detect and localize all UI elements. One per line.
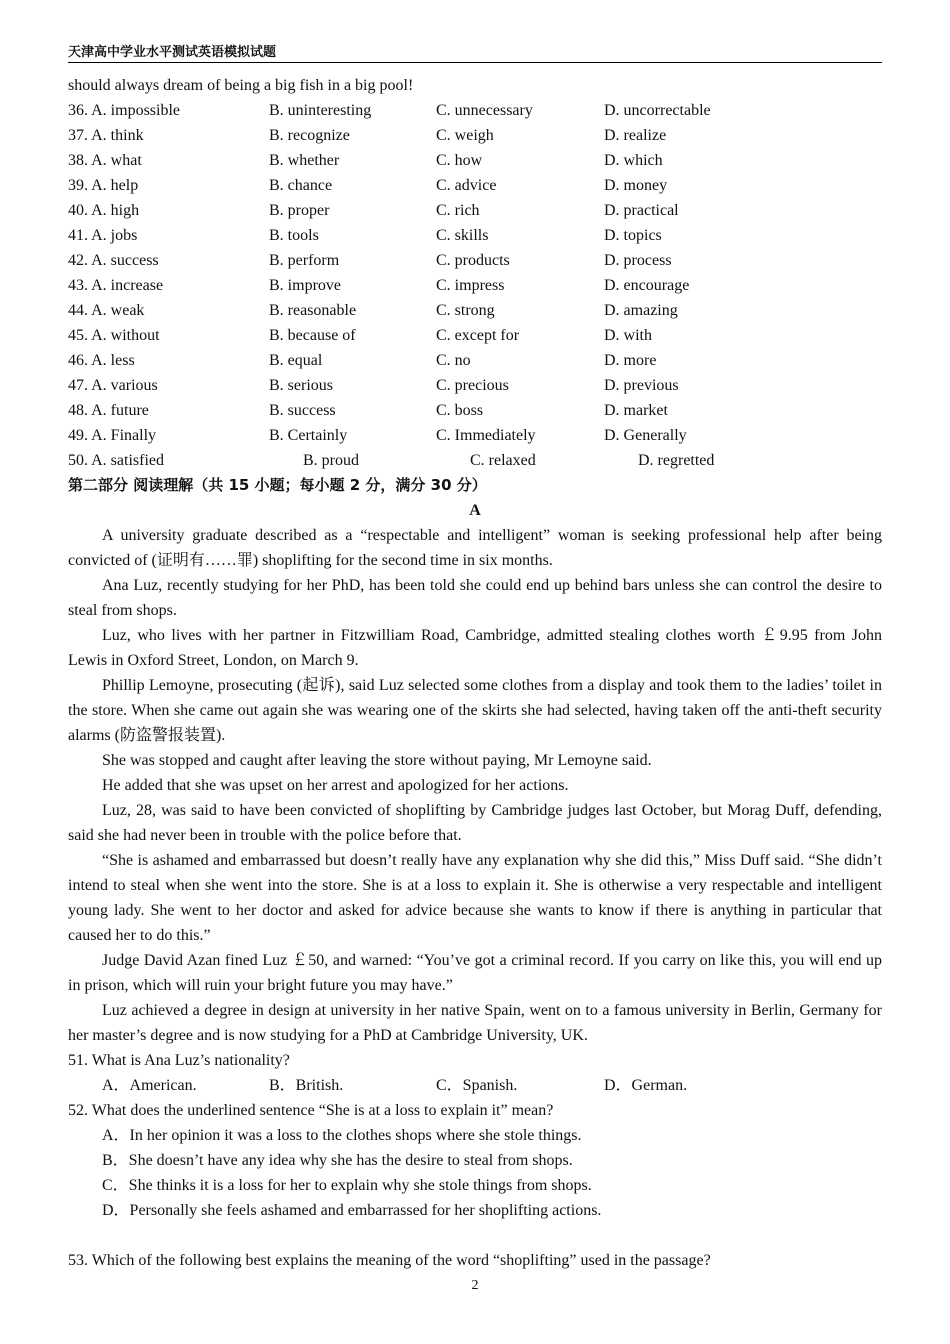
option-c: C. weigh xyxy=(436,127,494,144)
option-c: C．Spanish. xyxy=(436,1077,518,1094)
option-d: D．German. xyxy=(604,1077,688,1094)
option-a: 47. A. various xyxy=(68,377,158,394)
option-c: C．She thinks it is a loss for her to explain why she stole things from shops. xyxy=(102,1177,592,1194)
option-d: D. market xyxy=(604,402,668,419)
option-a: 44. A. weak xyxy=(68,302,145,319)
option-d: D. money xyxy=(604,177,668,194)
option-b: B. recognize xyxy=(269,127,350,144)
paragraph: He added that she was upset on her arrest and apologized for her actions. xyxy=(102,777,569,794)
option-a: A．In her opinion it was a loss to the clothes shops where she stole things. xyxy=(102,1127,582,1144)
section-title: 第二部分 阅读理解（共 15 小题；每小题 2 分，满分 30 分） xyxy=(68,476,487,494)
option-a: 41. A. jobs xyxy=(68,227,138,244)
option-a: 48. A. future xyxy=(68,402,149,419)
option-c: C. impress xyxy=(436,277,505,294)
option-a: 50. A. satisfied xyxy=(68,452,164,469)
passage-body xyxy=(68,523,882,1048)
option-a: 39. A. help xyxy=(68,177,139,194)
option-b: B. reasonable xyxy=(269,302,357,319)
paragraph: “She is ashamed and embarrassed but doesn’t really have any explanation why she did this,” Miss Duff said. “She didn’t intend to steal when she went into the store. She is at a loss to explain it. She is otherwise a very respectable and intelligent young lady. She went to her doctor and asked for advice because she wants to know if there is anything in particular that caused her to do this.” xyxy=(68,852,882,944)
option-d: D. which xyxy=(604,152,663,169)
option-c: C. unnecessary xyxy=(436,102,533,119)
option-b: B. tools xyxy=(269,227,319,244)
option-a: 45. A. without xyxy=(68,327,160,344)
option-b: B. whether xyxy=(269,152,340,169)
option-b: B. success xyxy=(269,402,336,419)
option-b: B. equal xyxy=(269,352,323,369)
option-c: C. how xyxy=(436,152,483,169)
option-row xyxy=(68,298,882,323)
option-row xyxy=(68,323,882,348)
option-row xyxy=(68,373,882,398)
option-d: D. realize xyxy=(604,127,667,144)
option-b: B. because of xyxy=(269,327,356,344)
option-d: D. Generally xyxy=(604,427,687,444)
option-c: C. boss xyxy=(436,402,484,419)
option-row xyxy=(68,223,882,248)
option-d: D. practical xyxy=(604,202,679,219)
option-b: B．British. xyxy=(269,1077,344,1094)
option-row xyxy=(68,448,882,473)
option-a: 43. A. increase xyxy=(68,277,164,294)
option-row xyxy=(68,423,882,448)
cloze-options xyxy=(68,98,882,473)
option-b: B. chance xyxy=(269,177,333,194)
option-row xyxy=(68,198,882,223)
option-a: 38. A. what xyxy=(68,152,142,169)
spacer xyxy=(68,1223,882,1248)
option-a: A．American. xyxy=(102,1077,197,1094)
option-d: D. uncorrectable xyxy=(604,102,711,119)
option-row xyxy=(68,273,882,298)
option-c: C. relaxed xyxy=(470,452,536,469)
option-c: C. advice xyxy=(436,177,497,194)
option-row xyxy=(68,398,882,423)
option-b: B. uninteresting xyxy=(269,102,372,119)
option-c: C. skills xyxy=(436,227,489,244)
option-d: D. regretted xyxy=(638,452,715,469)
option-d: D. with xyxy=(604,327,652,344)
passage-heading: A xyxy=(469,502,481,519)
option-b: B. Certainly xyxy=(269,427,348,444)
option-d: D. amazing xyxy=(604,302,678,319)
option-d: D. more xyxy=(604,352,657,369)
option-a: 37. A. think xyxy=(68,127,144,144)
option-row xyxy=(68,148,882,173)
option-row xyxy=(68,173,882,198)
paragraph: A university graduate described as a “respectable and intelligent” woman is seeking professional help after being convicted of (证明有……罪) shoplifting for the second time in six months. xyxy=(68,527,882,569)
question-51-options xyxy=(68,1073,882,1098)
option-d: D. previous xyxy=(604,377,679,394)
option-c: C. rich xyxy=(436,202,480,219)
paragraph: Judge David Azan fined Luz ￡50, and warned: “You’ve got a criminal record. If you carry on like this, you will end up in prison, which will ruin your bright future you may have.” xyxy=(68,952,882,994)
option-b: B．She doesn’t have any idea why she has the desire to steal from shops. xyxy=(102,1152,573,1169)
paragraph: Phillip Lemoyne, prosecuting (起诉), said Luz selected some clothes from a display and took them to the ladies’ toilet in the store. When she came out again she was wearing one of the skirts she had selected, having taken off the anti-theft security alarms (防盗警报装置). xyxy=(68,677,882,744)
intro-line: should always dream of being a big fish in a big pool! xyxy=(68,77,414,94)
option-b: B. improve xyxy=(269,277,341,294)
option-d: D. topics xyxy=(604,227,662,244)
paragraph: Luz, who lives with her partner in Fitzwilliam Road, Cambridge, admitted stealing clothes worth ￡9.95 from John Lewis in Oxford Street, London, on March 9. xyxy=(68,627,883,669)
paragraph: She was stopped and caught after leaving the store without paying, Mr Lemoyne said. xyxy=(102,752,652,769)
option-row xyxy=(68,248,882,273)
question-51-stem: 51. What is Ana Luz’s nationality? xyxy=(68,1052,290,1069)
option-c: C. no xyxy=(436,352,471,369)
question-52-stem: 52. What does the underlined sentence “She is at a loss to explain it” mean? xyxy=(68,1102,554,1119)
option-d: D. encourage xyxy=(604,277,690,294)
option-a: 40. A. high xyxy=(68,202,140,219)
question-53-stem: 53. Which of the following best explains the meaning of the word “shoplifting” used in the passage? xyxy=(68,1252,711,1269)
page-header: 天津高中学业水平测试英语模拟试题 xyxy=(68,44,882,63)
option-b: B. perform xyxy=(269,252,340,269)
option-d: D．Personally she feels ashamed and embarrassed for her shoplifting actions. xyxy=(102,1202,602,1219)
paragraph: Ana Luz, recently studying for her PhD, has been told she could end up behind bars unless she can control the desire to steal from shops. xyxy=(68,577,882,619)
content-flow xyxy=(68,73,882,1273)
option-a: 49. A. Finally xyxy=(68,427,157,444)
option-row xyxy=(68,98,882,123)
option-c: C. except for xyxy=(436,327,520,344)
option-row xyxy=(68,123,882,148)
option-d: D. process xyxy=(604,252,672,269)
option-a: 46. A. less xyxy=(68,352,135,369)
paragraph: Luz achieved a degree in design at university in her native Spain, went on to a famous university in Berlin, Germany for her master’s degree and is now studying for a PhD at Cambridge University, UK. xyxy=(68,1002,882,1044)
option-c: C. products xyxy=(436,252,510,269)
option-c: C. precious xyxy=(436,377,509,394)
option-c: C. Immediately xyxy=(436,427,536,444)
option-row xyxy=(68,348,882,373)
option-b: B. serious xyxy=(269,377,333,394)
option-a: 42. A. success xyxy=(68,252,159,269)
option-c: C. strong xyxy=(436,302,495,319)
paragraph: Luz, 28, was said to have been convicted of shoplifting by Cambridge judges last October, but Morag Duff, defending, said she had never been in trouble with the police before that. xyxy=(68,802,882,844)
option-a: 36. A. impossible xyxy=(68,102,181,119)
option-b: B. proper xyxy=(269,202,330,219)
page-number: 2 xyxy=(471,1278,479,1293)
option-b: B. proud xyxy=(303,452,359,469)
